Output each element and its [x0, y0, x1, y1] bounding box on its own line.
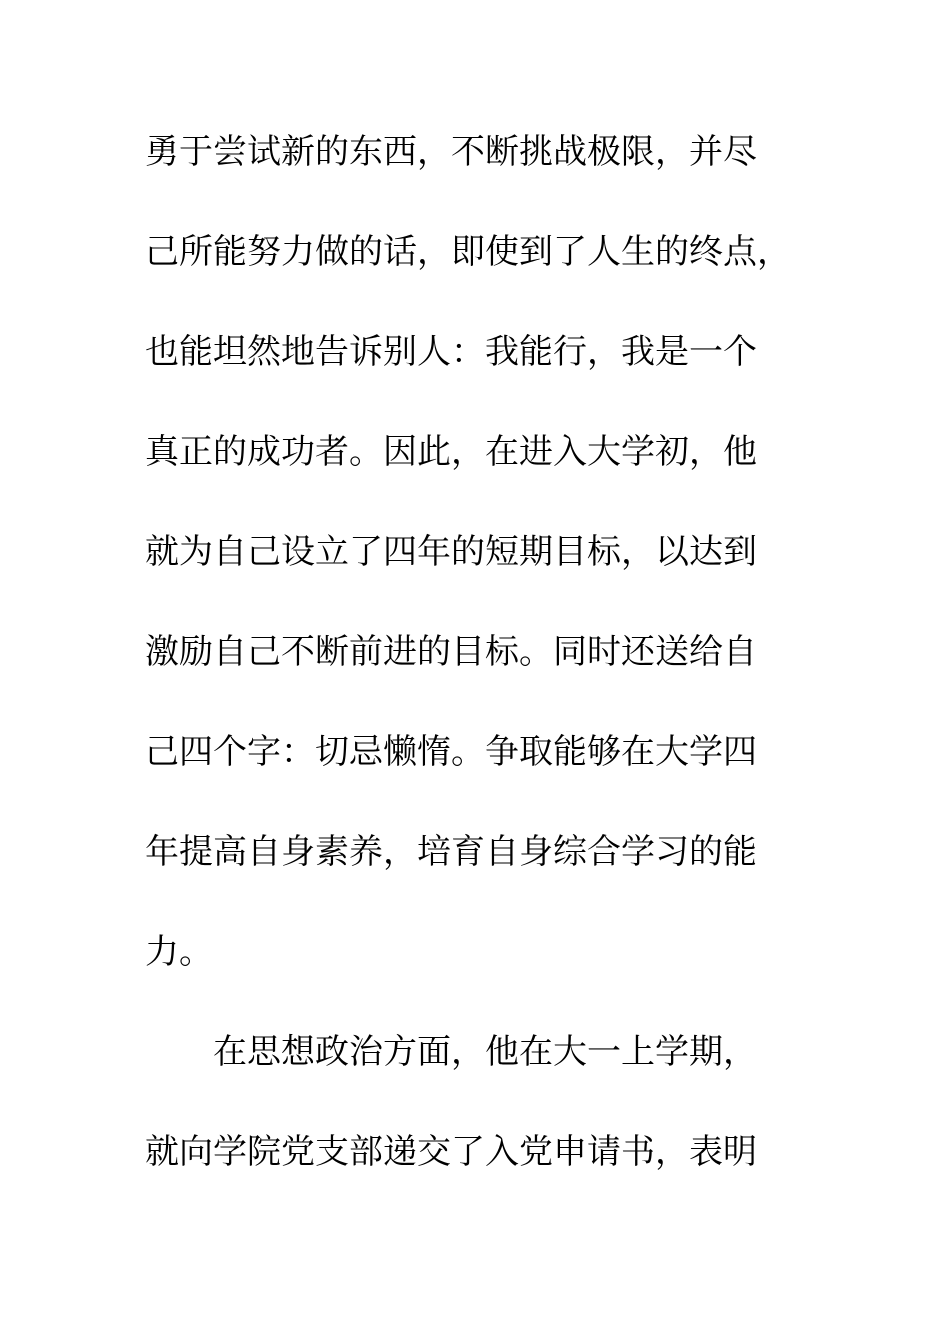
text-line: 年提高自身素养，培育自身综合学习的能: [145, 832, 757, 872]
text-line: 激励自己不断前进的目标。同时还送给自: [145, 632, 757, 672]
text-line: 就向学院党支部递交了入党申请书，表明: [145, 1132, 757, 1172]
text-line: 真正的成功者。因此，在进入大学初，他: [145, 432, 757, 472]
text-line: 就为自己设立了四年的短期目标，以达到: [145, 532, 757, 572]
text-line: 也能坦然地告诉别人：我能行，我是一个: [145, 332, 757, 372]
text-line: 勇于尝试新的东西，不断挑战极限，并尽: [145, 132, 757, 172]
text-line: 己四个字：切忌懒惰。争取能够在大学四: [145, 732, 757, 772]
text-line: 己所能努力做的话，即使到了人生的终点，: [145, 232, 791, 272]
paragraph-first-line: 在思想政治方面，他在大一上学期，: [213, 1032, 757, 1072]
text-line: 力。: [145, 932, 213, 972]
